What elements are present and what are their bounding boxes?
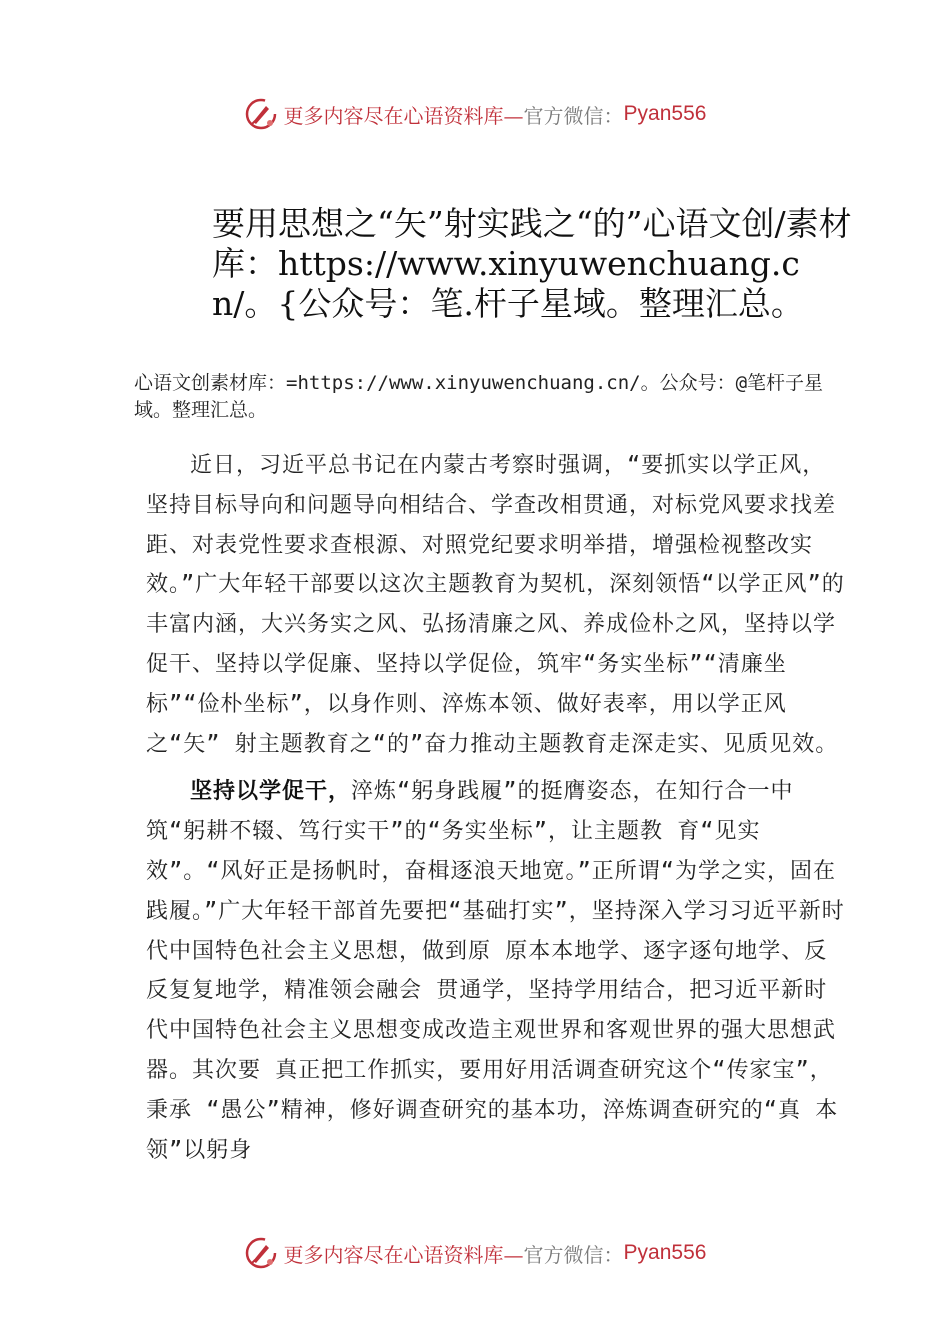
banner-wechat-handle: Pyan556 [623, 1241, 707, 1264]
header-banner [0, 92, 950, 136]
paragraph-2-text: 淬炼“躬身践履”的挺膺姿态，在知行合一中筑“躬耕不辍、笃行实干”的“务实坐标”，让主题教 育“见实效”。“风好正是扬帆时，奋楫逐浪天地宽。”正所谓“为学之实，固在践履。”广大年轻干部首先要把“基础打实”，坚持深入学习习近平新时代中国特色社会主义思想，做到原 原本本地学、逐字逐句地学、反反复复地学，精准领会融会 贯通学，坚持学用结合，把习近平新时代中国特色社会主义思想变成改造主观世界和客观世界的强大思想武器。其次要 真正把工作抓实，要用好用活调查研究这个“传家宝”，秉承 “愚公”精神，修好调查研究的基本功，淬炼调查研究的“真 本领”以躬身 [146, 779, 845, 1163]
banner-label-text: 官方微信： [523, 103, 624, 128]
footer-banner [0, 1231, 950, 1275]
document-body [146, 446, 846, 1170]
banner-main-text: 更多内容尽在心语资料库— [283, 103, 524, 128]
paragraph-2 [146, 772, 846, 1170]
quill-logo-icon [244, 97, 278, 131]
document-title: 要用思想之“矢”射实践之“的”心语文创/素材库：https://www.xinyuwenchuang.cn/。{公众号：笔.杆子星域。整理汇总。 [212, 204, 852, 323]
paragraph-2-lead: 坚持以学促干， [190, 779, 352, 805]
banner-wechat-handle: Pyan556 [623, 102, 707, 125]
paragraph-1: 近日，习近平总书记在内蒙古考察时强调，“要抓实以学正风，坚持目标导向和问题导向相结合、学查改相贯通，对标党风要求找差距、对表党性要求查根源、对照党纪要求明举措，增强检视整改实效。”广大年轻干部要以这次主题教育为契机，深刻领悟“以学正风”的丰富内涵，大兴务实之风、弘扬清廉之风、养成俭朴之风，坚持以学促干、坚持以学促廉、坚持以学促俭，筑牢“务实坐标”“清廉坐标”“俭朴坐标”，以身作则、淬炼本领、做好表率，用以学正风之“矢” 射主题教育之“的”奋力推动主题教育走深走实、见质见效。 [146, 453, 845, 757]
source-note: 心语文创素材库：=https://www.xinyuwenchuang.cn/。公众号：@笔杆子星域。整理汇总。 [134, 372, 824, 421]
banner-main-text: 更多内容尽在心语资料库— [283, 1242, 524, 1267]
quill-logo-icon [244, 1236, 278, 1270]
banner-label-text: 官方微信： [523, 1242, 624, 1267]
